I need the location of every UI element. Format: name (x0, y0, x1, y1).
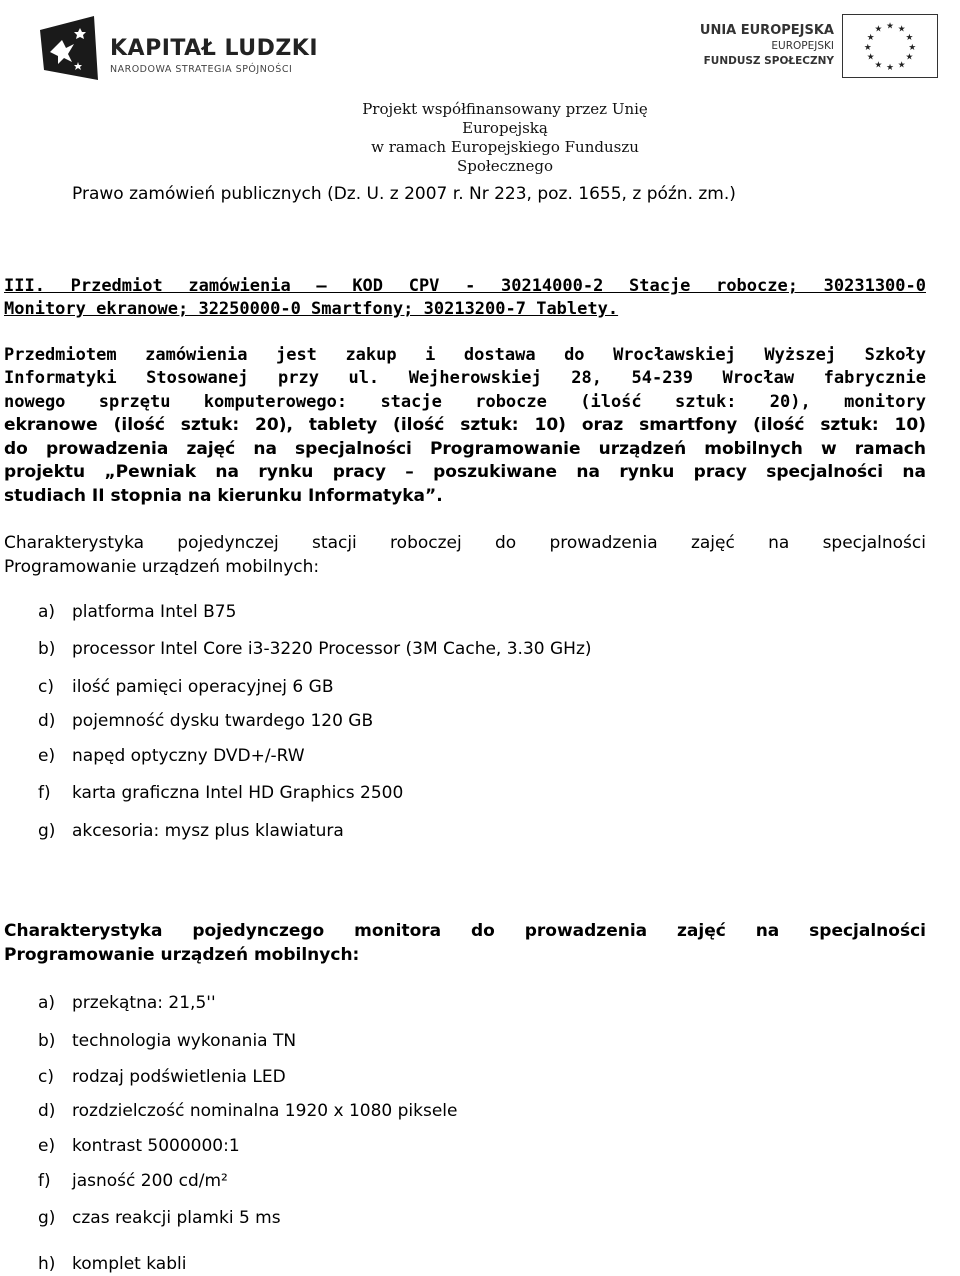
list-text: przekątna: 21,5'' (72, 993, 216, 1013)
list-text: akcesoria: mysz plus klawiatura (72, 821, 344, 841)
list-text: kontrast 5000000:1 (72, 1136, 240, 1156)
svg-text:★: ★ (886, 63, 894, 74)
intro-line-5: do prowadzenia zajęć na specjalności Programowanie urządzeń mobilnych w ramach (4, 439, 926, 459)
svg-text:★: ★ (905, 52, 914, 63)
list-text: rozdzielczość nominalna 1920 x 1080 piksele (72, 1101, 458, 1121)
section-heading-line-2: Monitory ekranowe; 32250000-0 Smartfony; 30213200-7 Tablety. (4, 299, 619, 319)
list-text: karta graficzna Intel HD Graphics 2500 (72, 783, 404, 803)
kapital-ludzki-subtitle: NARODOWA STRATEGIA SPÓJNOŚCI (110, 64, 293, 75)
svg-text:★: ★ (886, 21, 894, 32)
list-text: czas reakcji plamki 5 ms (72, 1208, 281, 1228)
cofinancing-line-2: w ramach Europejskiego Funduszu Społecznego (371, 138, 639, 175)
list-text: jasność 200 cd/m² (72, 1171, 228, 1191)
list-marker: e) (38, 1136, 56, 1156)
list-marker: b) (38, 1031, 56, 1051)
list-text: processor Intel Core i3-3220 Processor (3M Cache, 3.30 GHz) (72, 639, 592, 659)
list-text: pojemność dysku twardego 120 GB (72, 711, 374, 731)
kapital-ludzki-logo (36, 10, 319, 90)
svg-text:★: ★ (874, 24, 883, 35)
list-item (38, 746, 305, 766)
list-item (38, 1101, 457, 1121)
list-item (38, 1031, 296, 1051)
workstation-heading-line-2: Programowanie urządzeń mobilnych: (4, 557, 320, 577)
list-item (38, 1136, 240, 1156)
svg-text:★: ★ (905, 33, 914, 44)
svg-text:★: ★ (874, 60, 883, 71)
list-item (38, 1254, 186, 1274)
eu-logo-text (700, 22, 834, 69)
svg-text:★: ★ (897, 24, 906, 35)
section-heading-line-1: III. Przedmiot zamówienia – KOD CPV - 30214000-2 Stacje robocze; 30231300-0 (4, 276, 926, 296)
list-text: rodzaj podświetlenia LED (72, 1067, 286, 1087)
list-item (38, 602, 236, 622)
list-marker: h) (38, 1254, 56, 1274)
list-text: platforma Intel B75 (72, 602, 237, 622)
list-marker: a) (38, 993, 56, 1013)
list-item (38, 1208, 281, 1228)
list-marker: f) (38, 783, 51, 803)
list-marker: d) (38, 711, 56, 731)
list-marker: c) (38, 1067, 54, 1087)
list-item (38, 711, 373, 731)
cofinancing-line-1: Projekt współfinansowany przez Unię Europejską (362, 100, 648, 137)
list-item (38, 821, 344, 841)
list-marker: a) (38, 602, 56, 622)
svg-text:★: ★ (863, 42, 872, 53)
eu-flag-icon (842, 14, 938, 78)
monitor-heading-line-2: Programowanie urządzeń mobilnych: (4, 945, 360, 965)
eu-logo (699, 14, 938, 78)
list-item (38, 639, 592, 659)
eu-name: UNIA EUROPEJSKA (699, 23, 834, 38)
cofinancing-note (340, 100, 670, 176)
intro-line-3: nowego sprzętu komputerowego: stacje robocze (ilość sztuk: 20), monitory (4, 392, 926, 412)
eu-fund-line1: EUROPEJSKI (771, 40, 834, 52)
workstation-heading-line-1: Charakterystyka pojedynczej stacji roboczej do prowadzenia zajęć na specjalności (4, 533, 926, 553)
list-marker: c) (38, 677, 54, 697)
svg-text:★: ★ (866, 52, 875, 63)
svg-text:★: ★ (897, 60, 906, 71)
list-text: ilość pamięci operacyjnej 6 GB (72, 677, 334, 697)
svg-text:★: ★ (866, 33, 875, 44)
intro-line-1: Przedmiotem zamówienia jest zakup i dostawa do Wrocławskiej Wyższej Szkoły (4, 345, 926, 365)
law-reference: Prawo zamówień publicznych (Dz. U. z 2007 r. Nr 223, poz. 1655, z późn. zm.) (72, 184, 736, 204)
list-item (38, 993, 216, 1013)
intro-line-7: studiach II stopnia na kierunku Informatyka”. (4, 486, 443, 506)
svg-text:★: ★ (908, 42, 917, 53)
list-marker: d) (38, 1101, 56, 1121)
list-item (38, 783, 403, 803)
list-marker: g) (38, 1208, 56, 1228)
intro-line-4: ekranowe (ilość sztuk: 20), tablety (ilość sztuk: 10) oraz smartfony (ilość sztuk: 10) (4, 415, 926, 435)
list-marker: f) (38, 1171, 51, 1191)
list-item (38, 1067, 286, 1087)
list-text: komplet kabli (72, 1254, 187, 1274)
list-marker: b) (38, 639, 56, 659)
intro-line-2: Informatyki Stosowanej przy ul. Wejherowskiej 28, 54-239 Wrocław fabrycznie (4, 368, 926, 388)
kapital-ludzki-title: KAPITAŁ LUDZKI (110, 36, 319, 61)
list-item (38, 677, 333, 697)
list-text: napęd optyczny DVD+/-RW (72, 746, 305, 766)
list-item (38, 1171, 228, 1191)
list-marker: e) (38, 746, 56, 766)
monitor-heading-line-1: Charakterystyka pojedynczego monitora do prowadzenia zajęć na specjalności (4, 921, 926, 941)
list-text: technologia wykonania TN (72, 1031, 297, 1051)
eu-fund-line2: FUNDUSZ SPOŁECZNY (703, 55, 834, 67)
list-marker: g) (38, 821, 56, 841)
kapital-ludzki-emblem-icon (36, 10, 102, 90)
intro-line-6: projektu „Pewniak na rynku pracy – poszukiwane na rynku pracy specjalności na (4, 462, 926, 482)
